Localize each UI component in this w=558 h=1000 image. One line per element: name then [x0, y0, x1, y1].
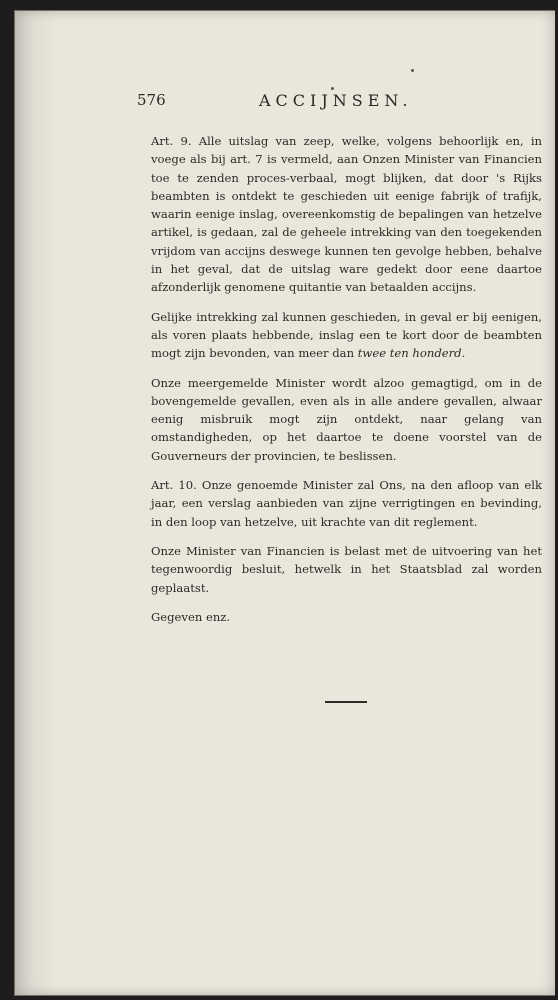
paragraph-art-9-text: Alle uitslag van zeep, welke, volgens behoorlijk en, in voege als bij art. 7 is vermeld, aan Onzen Minister van Financien toe te zenden proces-verbaal, mogt blijken, dat door 's Rijks beambten is ontdekt te geschieden uit eenige fabrijk of trafijk, waarin eenige inslag, overeenkomstig de bepalingen van hetzelve artikel, is gedaan, zal de geheele intrekking van den toegekenden vrijdom van accijns deswege kunnen ten gevolge hebben, behalve in het geval, dat de uitslag ware gedekt door eene daartoe afzonderlijk genomene quitantie van betaalden accijns.: [151, 134, 542, 295]
paragraph-minister-gemagtigd: Onze meergemelde Minister wordt alzoo gemagtigd, om in de bovengemelde gevallen, even als in alle andere gevallen, alwaar eenig misbruik mogt zijn ontdekt, naar gelang van omstandigheden, op het daartoe te doene voorstel van de Gouverneurs der provincien, te beslissen.: [151, 375, 542, 463]
ink-speck: [331, 87, 334, 90]
article-label-9: Art. 9.: [151, 134, 192, 148]
ink-speck: [411, 69, 414, 72]
paragraph-art-10: [151, 476, 542, 531]
paragraph-art-9: [151, 132, 542, 297]
paragraph-uitvoering: Onze Minister van Financien is belast met de uitvoering van het tegenwoordig besluit, hetwelk in het Staatsblad zal worden geplaatst.: [151, 543, 542, 595]
running-head: ACCIJNSEN.: [259, 91, 413, 110]
closing-line: Gegeven enz.: [151, 609, 231, 624]
page-number: 576: [137, 91, 166, 109]
page-gutter-shadow: [15, 11, 57, 995]
paragraph-intrekking-text: Gelijke intrekking zal kunnen geschieden, in geval er bij eenigen, als voren plaats hebbende, inslag een te kort door de beambten mogt zijn bevonden, van meer dan: [151, 309, 542, 361]
emphasis-twee-ten-honderd: twee ten honderd.: [357, 346, 466, 361]
page-header: [15, 91, 555, 115]
article-label-10: Art. 10.: [151, 478, 197, 493]
page-body: [151, 132, 542, 637]
book-page: [14, 10, 555, 996]
paragraph-intrekking: [151, 308, 542, 363]
paragraph-art-10-text: Onze genoemde Minister zal Ons, na den afloop van elk jaar, een verslag aanbieden van zijne verrigtingen en bevinding, in den loop van hetzelve, uit krachte van dit reglement.: [151, 478, 542, 529]
end-rule: [325, 701, 367, 703]
